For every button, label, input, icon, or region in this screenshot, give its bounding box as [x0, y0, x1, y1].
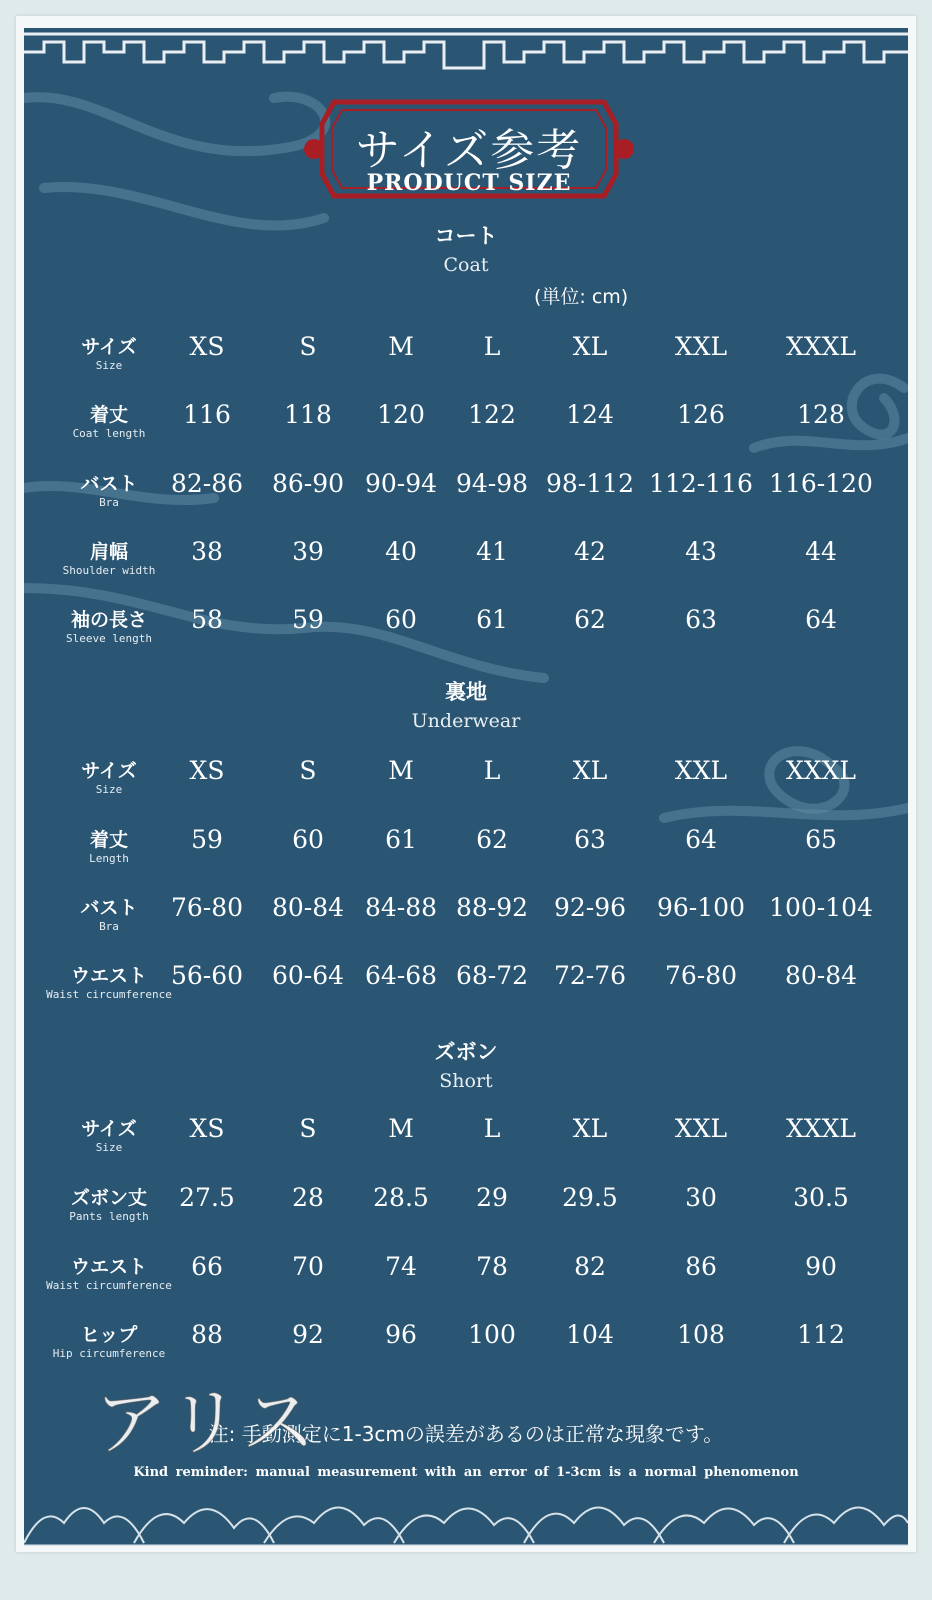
table-cell: 62	[574, 605, 606, 634]
table-cell: XL	[572, 332, 608, 361]
table-cell: 64-68	[364, 961, 438, 990]
table-cell: 72-76	[553, 961, 627, 990]
row-label-en: Hip circumference	[52, 1347, 166, 1360]
row-label-en: Waist circumference	[46, 988, 172, 1001]
table-cell: 96-100	[657, 893, 745, 922]
measurement-note-en: Kind reminder: manual measurement with an error of 1-3cm is a normal phenomenon	[133, 1465, 799, 1480]
row-label-en: Bra	[99, 496, 119, 509]
row-label-jp: ウエスト	[70, 965, 147, 987]
section-coat-title-jp: コート	[434, 224, 498, 248]
coat-row-sleeve	[24, 605, 908, 665]
table-cell: 94-98	[455, 469, 529, 498]
table-cell: 80-84	[784, 961, 858, 990]
table-cell: 60	[292, 825, 324, 854]
table-cell: 78	[476, 1252, 508, 1281]
table-cell: 104	[566, 1320, 614, 1349]
table-cell: 70	[292, 1252, 324, 1281]
table-cell: 62	[476, 825, 508, 854]
row-label-jp: 肩幅	[89, 541, 128, 563]
table-cell: XXXL	[786, 1114, 856, 1143]
table-cell: 60	[385, 605, 417, 634]
section-short-title-en: Short	[439, 1070, 493, 1092]
row-label-jp: ズボン丈	[70, 1187, 147, 1209]
table-cell: 63	[574, 825, 606, 854]
table-cell: 41	[476, 537, 508, 566]
row-label-jp: バスト	[80, 897, 138, 919]
wave-decoration	[24, 1483, 908, 1546]
table-cell: 122	[468, 400, 516, 429]
table-cell: 92-96	[553, 893, 627, 922]
table-cell: 88	[191, 1320, 223, 1349]
table-cell: 40	[385, 537, 417, 566]
table-cell: S	[299, 332, 317, 361]
table-cell: XXXL	[786, 756, 856, 785]
table-cell: 120	[377, 400, 425, 429]
table-cell: 128	[797, 400, 845, 429]
underwear-row-bust	[24, 893, 908, 953]
table-cell: L	[483, 756, 501, 785]
section-coat-title-en: Coat	[443, 254, 489, 276]
title-english: PRODUCT SIZE	[366, 170, 572, 196]
table-cell: 92	[292, 1320, 324, 1349]
short-row-pants-length	[24, 1183, 908, 1243]
table-cell: 59	[191, 825, 223, 854]
table-cell: 66	[191, 1252, 223, 1281]
table-cell: 82-86	[170, 469, 244, 498]
row-label-en: Length	[89, 852, 129, 865]
table-cell: 80-84	[271, 893, 345, 922]
table-cell: 76-80	[664, 961, 738, 990]
row-label-en: Size	[95, 359, 123, 372]
watermark-text: アリス	[94, 1380, 318, 1466]
table-cell: 108	[677, 1320, 725, 1349]
row-label-en: Shoulder width	[62, 564, 156, 577]
table-cell: 98-112	[546, 469, 634, 498]
row-label-en: Sleeve length	[65, 632, 153, 645]
table-cell: XL	[572, 756, 608, 785]
table-cell: XS	[189, 1114, 225, 1143]
row-label-jp: サイズ	[81, 760, 137, 782]
table-cell: 42	[574, 537, 606, 566]
underwear-row-waist	[24, 961, 908, 1021]
table-cell: 100	[468, 1320, 516, 1349]
table-cell: 43	[685, 537, 717, 566]
table-cell: M	[388, 1114, 414, 1143]
table-cell: 86-90	[271, 469, 345, 498]
table-cell: 100-104	[769, 893, 873, 922]
table-cell: XL	[572, 1114, 608, 1143]
table-cell: 28	[292, 1183, 324, 1212]
table-cell: 118	[284, 400, 332, 429]
coat-row-shoulder	[24, 537, 908, 597]
table-cell: L	[483, 332, 501, 361]
underwear-row-length	[24, 825, 908, 885]
table-cell: 86	[685, 1252, 717, 1281]
row-label-jp: ウエスト	[70, 1256, 147, 1278]
table-cell: 90	[805, 1252, 837, 1281]
table-cell: 58	[191, 605, 223, 634]
table-cell: L	[483, 1114, 501, 1143]
table-cell: 30	[685, 1183, 717, 1212]
table-cell: 27.5	[179, 1183, 235, 1212]
table-cell: 112	[797, 1320, 845, 1349]
table-cell: 29.5	[562, 1183, 618, 1212]
table-cell: 88-92	[455, 893, 529, 922]
table-cell: 44	[805, 537, 837, 566]
table-cell: 63	[685, 605, 717, 634]
table-cell: S	[299, 756, 317, 785]
table-cell: 38	[191, 537, 223, 566]
short-row-size	[24, 1114, 908, 1174]
table-cell: 82	[574, 1252, 606, 1281]
table-cell: 90-94	[364, 469, 438, 498]
row-label-en: Coat length	[72, 427, 146, 440]
table-cell: 65	[805, 825, 837, 854]
row-label-jp: サイズ	[81, 1118, 137, 1140]
table-cell: 124	[566, 400, 614, 429]
unit-label: (単位: cm)	[534, 286, 629, 308]
table-cell: 96	[385, 1320, 417, 1349]
table-cell: 61	[385, 825, 417, 854]
row-label-jp: 袖の長さ	[70, 609, 147, 631]
table-cell: XXL	[674, 1114, 728, 1143]
coat-row-coat-length	[24, 400, 908, 460]
table-cell: 30.5	[793, 1183, 849, 1212]
table-cell: 29	[476, 1183, 508, 1212]
size-chart-panel	[24, 28, 908, 1546]
coat-row-bust	[24, 469, 908, 529]
row-label-en: Size	[95, 783, 123, 796]
table-cell: 112-116	[649, 469, 753, 498]
table-cell: XS	[189, 756, 225, 785]
table-cell: 84-88	[364, 893, 438, 922]
row-label-jp: サイズ	[81, 336, 137, 358]
row-label-en: Pants length	[69, 1210, 149, 1223]
row-label-en: Size	[95, 1141, 123, 1154]
table-cell: 126	[677, 400, 725, 429]
row-label-en: Waist circumference	[46, 1279, 172, 1292]
table-cell: S	[299, 1114, 317, 1143]
table-cell: XXXL	[786, 332, 856, 361]
table-cell: M	[388, 756, 414, 785]
table-cell: 56-60	[170, 961, 244, 990]
table-cell: 116	[183, 400, 231, 429]
table-cell: XXL	[674, 332, 728, 361]
row-label-jp: バスト	[80, 473, 138, 495]
table-cell: 60-64	[271, 961, 345, 990]
short-row-waist	[24, 1252, 908, 1312]
table-cell: 68-72	[455, 961, 529, 990]
title-japanese: サイズ参考	[355, 125, 583, 176]
table-cell: 59	[292, 605, 324, 634]
section-underwear-title-jp: 裏地	[445, 680, 487, 704]
row-label-en: Bra	[99, 920, 119, 933]
table-cell: 28.5	[373, 1183, 429, 1212]
table-cell: 116-120	[769, 469, 873, 498]
table-cell: 76-80	[170, 893, 244, 922]
row-label-jp: 着丈	[89, 829, 128, 851]
table-cell: XS	[189, 332, 225, 361]
table-cell: M	[388, 332, 414, 361]
underwear-row-size	[24, 756, 908, 816]
row-label-jp: ヒップ	[80, 1324, 138, 1346]
coat-row-size	[24, 332, 908, 392]
row-label-jp: 着丈	[89, 404, 128, 426]
section-underwear-title-en: Underwear	[411, 710, 521, 732]
table-cell: 61	[476, 605, 508, 634]
section-short-title-jp: ズボン	[434, 1040, 498, 1064]
measurement-note-jp: 注: 手動測定に1-3cmの誤差があるのは正常な現象です。	[208, 1422, 724, 1446]
table-cell: 74	[385, 1252, 417, 1281]
table-cell: XXL	[674, 756, 728, 785]
title-plaque	[304, 94, 634, 204]
table-cell: 64	[805, 605, 837, 634]
table-cell: 39	[292, 537, 324, 566]
table-cell: 64	[685, 825, 717, 854]
